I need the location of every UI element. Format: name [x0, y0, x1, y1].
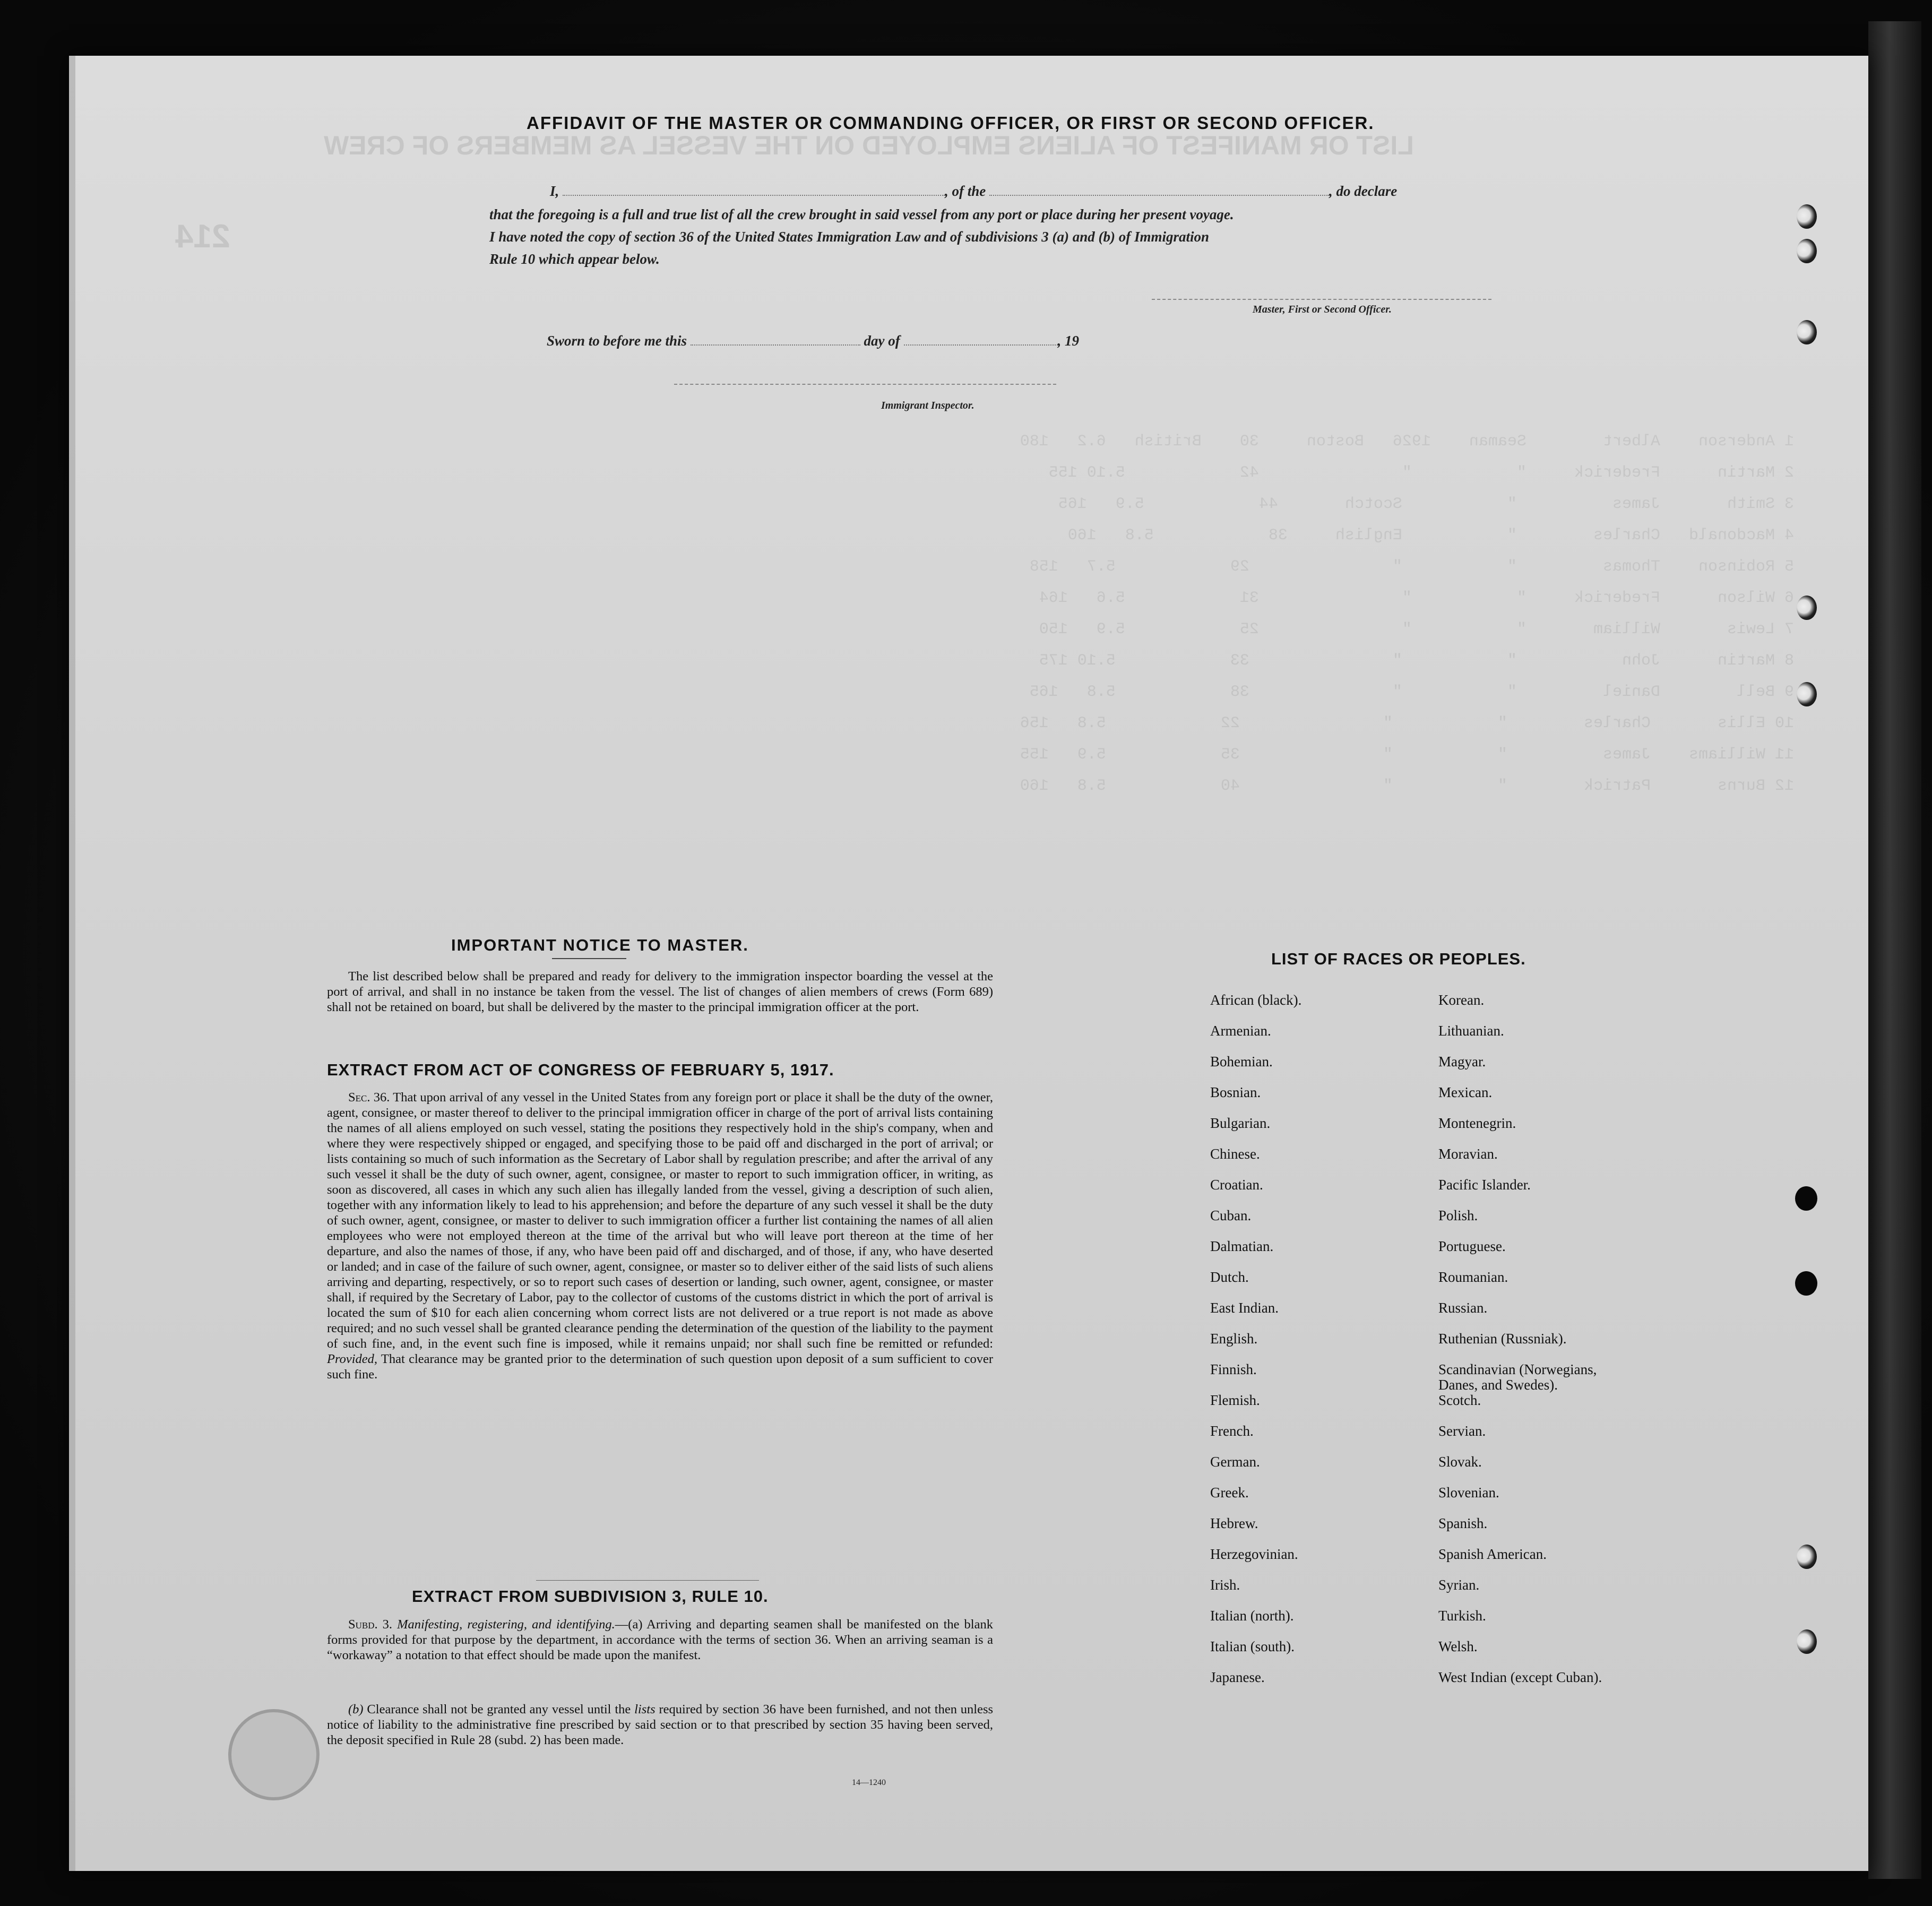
section-divider [536, 1580, 759, 1581]
race-item: Finnish. [1210, 1361, 1257, 1377]
race-item: East Indian. [1210, 1300, 1279, 1316]
vessel-name-field[interactable] [989, 195, 1329, 196]
punch-hole [1797, 1629, 1817, 1654]
race-item: English. [1210, 1331, 1258, 1347]
race-item: French. [1210, 1423, 1254, 1439]
race-item: Dutch. [1210, 1269, 1249, 1285]
race-item: Slovenian. [1438, 1485, 1499, 1500]
race-item: Flemish. [1210, 1392, 1260, 1408]
punch-hole [1797, 204, 1817, 229]
subdivision-para-a [327, 1617, 993, 1663]
race-item: Bosnian. [1210, 1084, 1261, 1100]
inspector-signature-line[interactable] [674, 384, 1056, 385]
punch-hole [1797, 239, 1817, 263]
form-number: 14—1240 [852, 1778, 886, 1787]
race-item: Montenegrin. [1438, 1115, 1516, 1131]
inspector-caption: Immigrant Inspector. [881, 400, 974, 411]
sworn-day-of-label: day of [864, 333, 900, 349]
section-label: Sec. 36. [348, 1090, 390, 1105]
races-title: LIST OF RACES OR PEOPLES. [1271, 950, 1526, 968]
affidavit-i-label: I, [550, 183, 559, 199]
race-item: Welsh. [1438, 1638, 1478, 1654]
subd-label: Subd. 3. [348, 1617, 393, 1632]
race-item: Croatian. [1210, 1177, 1263, 1193]
affidavit-line-2: that the foregoing is a full and true list of all the crew brought in said vessel from any port or place during her present voyage. [489, 206, 1234, 222]
race-item: Turkish. [1438, 1608, 1486, 1624]
race-item: Ruthenian (Russniak). [1438, 1331, 1567, 1347]
race-item: Scandinavian (Norwegians, Danes, and Swedes). [1438, 1361, 1597, 1393]
subd-heading: Manifesting, registering, and identifying. [397, 1617, 615, 1632]
sworn-line [547, 333, 1079, 349]
sworn-day-field[interactable] [691, 344, 860, 346]
race-item: Italian (south). [1210, 1638, 1295, 1654]
race-item: Chinese. [1210, 1146, 1260, 1162]
punch-hole [1797, 682, 1817, 706]
affidavit-line-4: Rule 10 which appear below. [489, 251, 660, 267]
race-item: Polish. [1438, 1208, 1478, 1223]
race-item: Russian. [1438, 1300, 1488, 1316]
race-item: Korean. [1438, 992, 1485, 1008]
race-item: Spanish American. [1438, 1546, 1547, 1562]
notice-title-underline [552, 958, 626, 959]
affidavit-line-3: I have noted the copy of section 36 of the United States Immigration Law and of subdivisions 3 (a) and (b) of Immigration [489, 229, 1210, 245]
binding-edge [1868, 21, 1921, 1879]
race-item: Scotch. [1438, 1392, 1481, 1408]
act-extract-body-end: That clearance may be granted prior to the determination of such question upon deposit of a sum sufficient to cover such fine. [327, 1352, 993, 1382]
race-item: Portuguese. [1438, 1238, 1506, 1254]
bleed-through-page-number: 214 [175, 218, 230, 255]
punch-hole [1797, 1545, 1817, 1569]
race-item: African (black). [1210, 992, 1302, 1008]
race-item: Irish. [1210, 1577, 1240, 1593]
race-item: Herzegovinian. [1210, 1546, 1298, 1562]
bleed-through-rows: 1 Anderson Albert Seaman 1926 Boston 30 British 6.2 180 2 Martin Frederick " " 42 5.10 155 3 Smith James " Scotch 44 5.9 165 4 Macdonald Charles " English 38 5.8 160 5 Robinson Thomas " " 29 5.7 158 6 Wilson Frederick " " 31 5.6 164 7 Lewis William " " 25 5.9 150 8 Martin John " " 33 5.10 175 9 Bell Daniel " " 38 5.8 165 10 Ellis Charles " " 22 5.8 156 11 Williams James " " 35 5.9 155 12 Burns Patrick " " 40 5.8 160 [1020, 433, 1794, 795]
race-item: Mexican. [1438, 1084, 1493, 1100]
notice-text: The list described below shall be prepared and ready for delivery to the immigration inspector boarding the vessel at the port of arrival, and shall in no instance be taken from the vessel. The list of changes of alien members of crews (Form 689) shall not be retained on board, but shall be delivered by the master to the principal immigration officer at the port. [327, 969, 993, 1014]
subdivision-title: EXTRACT FROM SUBDIVISION 3, RULE 10. [412, 1587, 769, 1606]
master-name-field[interactable] [563, 195, 945, 196]
notice-title: IMPORTANT NOTICE TO MASTER. [451, 936, 749, 954]
subd-b-label: (b) [348, 1702, 364, 1717]
act-extract-text [327, 1090, 993, 1382]
provided-label: Provided, [327, 1352, 378, 1366]
race-item: Spanish. [1438, 1515, 1488, 1531]
race-item: Roumanian. [1438, 1269, 1508, 1285]
punch-hole [1797, 596, 1817, 620]
subd-para-b-text: required by section 36 have been furnished, and not then unless notice of liability to the administrative fine prescribed by said section or to that prescribed by section 35 having been served, the deposit specified in Rule 28 (subd. 2) has been made. [327, 1702, 994, 1747]
race-item: Moravian. [1438, 1146, 1498, 1162]
race-item: Italian (north). [1210, 1608, 1294, 1624]
affidavit-line-1 [550, 183, 1397, 200]
officer-caption: Master, First or Second Officer. [1253, 304, 1392, 315]
document-page [69, 56, 1868, 1871]
race-item: Syrian. [1438, 1577, 1480, 1593]
punch-hole [1797, 320, 1817, 344]
bleed-through-title: LIST OR MANIFEST OF ALIENS EMPLOYED ON THE VESSEL AS MEMBERS OF CREW [324, 131, 1414, 160]
race-item: Cuban. [1210, 1208, 1252, 1223]
race-item: Servian. [1438, 1423, 1486, 1439]
race-item: Hebrew. [1210, 1515, 1258, 1531]
race-item: German. [1210, 1454, 1260, 1470]
sworn-prefix: Sworn to before me this [547, 333, 687, 349]
races-list [1210, 993, 1688, 1701]
race-item: Pacific Islander. [1438, 1177, 1531, 1193]
faded-stamp [228, 1709, 320, 1800]
race-item: Armenian. [1210, 1023, 1271, 1039]
affidavit-of-the-label: , of the [945, 183, 986, 199]
page-edge-shadow [69, 56, 75, 1871]
subdivision-para-b [327, 1702, 993, 1748]
race-item: West Indian (except Cuban). [1438, 1669, 1602, 1685]
subd-para-b-pre: Clearance shall not be granted any vessel until the [367, 1702, 631, 1717]
race-item: Slovak. [1438, 1454, 1482, 1470]
subd-lists-word: lists [634, 1702, 656, 1717]
act-extract-body: That upon arrival of any vessel in the United States from any foreign port or place it shall be the duty of the owner, agent, consignee, or master thereof to deliver to the principal immigration officer in charge of the port of arrival lists containing the names of all aliens employed on such vessel, stating the positions they respectively hold in the ship's company, when and where they were respectively shipped or engaged, and specifying those to be paid off and discharged in the port of arrival; or lists containing so much of such information as the Secretary of Labor shall by regulation prescribe; and after the arrival of any such vessel it shall be the duty of such owner, agent, consignee, or master to report to such immigration officer, in writing, as soon as discovered, all cases in which any such alien has illegally landed from the vessel, giving a description of such alien, together with any information likely to lead to his apprehension; and before the departure of any such vessel it shall be the duty of such owner, agent, consignee, or master to deliver to such immigration officer a further list containing the names of all alien employees who were not employed thereon at the time of the arrival but who will leave port thereon at the time of her departure, and also the names of those, if any, who have been paid off and discharged, and of those, if any, who have deserted or landed; and in case of the failure of such owner, agent, consignee, or master so to deliver either of the said lists of such aliens arriving and departing, respectively, or so to report such cases of desertion or landing, such owner, agent, consignee, or master shall, if required by the Secretary of Labor, pay to the collector of customs of the customs district in which the port of arrival is located the sum of $10 for each alien concerning whom correct lists are not delivered or a true report is not made as above required; and no such vessel shall be granted clearance pending the determination of the question of the liability to the payment of such fine, and, in the event such fine is imposed, while it remains unpaid; nor shall such fine be remitted or refunded: [327, 1090, 993, 1351]
race-item: Lithuanian. [1438, 1023, 1504, 1039]
act-extract-title: EXTRACT FROM ACT OF CONGRESS OF FEBRUARY 5, 1917. [327, 1060, 834, 1079]
race-item: Magyar. [1438, 1054, 1486, 1070]
officer-signature-line[interactable] [1152, 299, 1491, 300]
race-item: Greek. [1210, 1485, 1249, 1500]
sworn-year-label: , 19 [1057, 333, 1080, 349]
subd-para-a-text: —(a) Arriving and departing seamen shall be manifested on the blank forms provided for that purpose by the department, in accordance with the terms of section 36. When an arriving seaman is a “workaway” a notation to that effect should be made upon the manifest. [327, 1617, 993, 1662]
race-item: Dalmatian. [1210, 1238, 1274, 1254]
affidavit-do-declare-label: , do declare [1329, 183, 1398, 199]
race-item: Japanese. [1210, 1669, 1265, 1685]
race-item: Bulgarian. [1210, 1115, 1271, 1131]
punch-hole [1795, 1186, 1817, 1211]
race-item: Bohemian. [1210, 1054, 1273, 1070]
punch-hole [1795, 1271, 1817, 1296]
sworn-month-field[interactable] [904, 344, 1058, 346]
affidavit-title: AFFIDAVIT OF THE MASTER OR COMMANDING OFFICER, OR FIRST OR SECOND OFFICER. [527, 113, 1375, 133]
